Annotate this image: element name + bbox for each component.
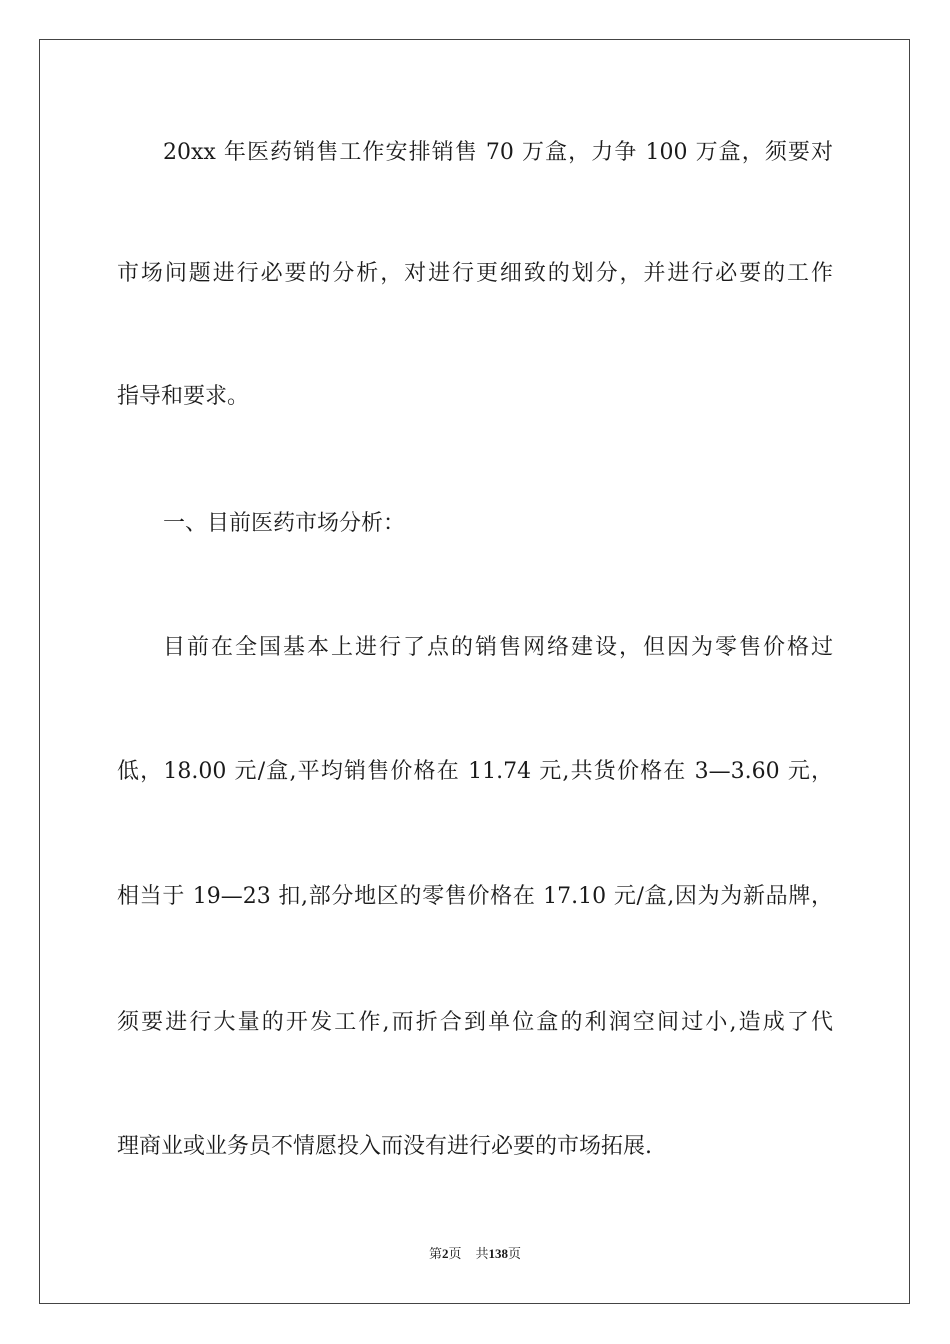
- page-number: 2: [441, 1246, 449, 1261]
- paragraph-2-line-5: 理商业或业务员不情愿投入而没有进行必要的市场拓展.: [117, 1134, 652, 1159]
- paragraph-1-line-3: 指导和要求。: [117, 384, 250, 409]
- total-suffix: 页: [508, 1247, 522, 1262]
- paragraph-2-line-4: 须要进行大量的开发工作,而折合到单位盒的利润空间过小,造成了代: [117, 1010, 833, 1035]
- page-border: [39, 39, 910, 1304]
- total-prefix: 共: [475, 1247, 489, 1262]
- paragraph-2-line-2: 低，18.00 元/盒,平均销售价格在 11.74 元,共货价格在 3—3.60 元，: [117, 759, 833, 784]
- paragraph-2-line-1: 目前在全国基本上进行了点的销售网络建设，但因为零售价格过: [163, 635, 833, 660]
- section-heading: 一、目前医药市场分析：: [163, 511, 406, 536]
- paragraph-2-line-3: 相当于 19—23 扣,部分地区的零售价格在 17.10 元/盒,因为为新品牌，: [117, 884, 833, 909]
- total-pages: 138: [488, 1246, 509, 1261]
- paragraph-1-line-2: 市场问题进行必要的分析，对进行更细致的划分，并进行必要的工作: [117, 261, 833, 286]
- page-prefix: 第: [428, 1247, 442, 1262]
- page-footer: [0, 1245, 950, 1264]
- page-suffix: 页: [448, 1247, 462, 1262]
- paragraph-1-line-1: 20xx 年医药销售工作安排销售 70 万盒，力争 100 万盒，须要对: [163, 140, 833, 165]
